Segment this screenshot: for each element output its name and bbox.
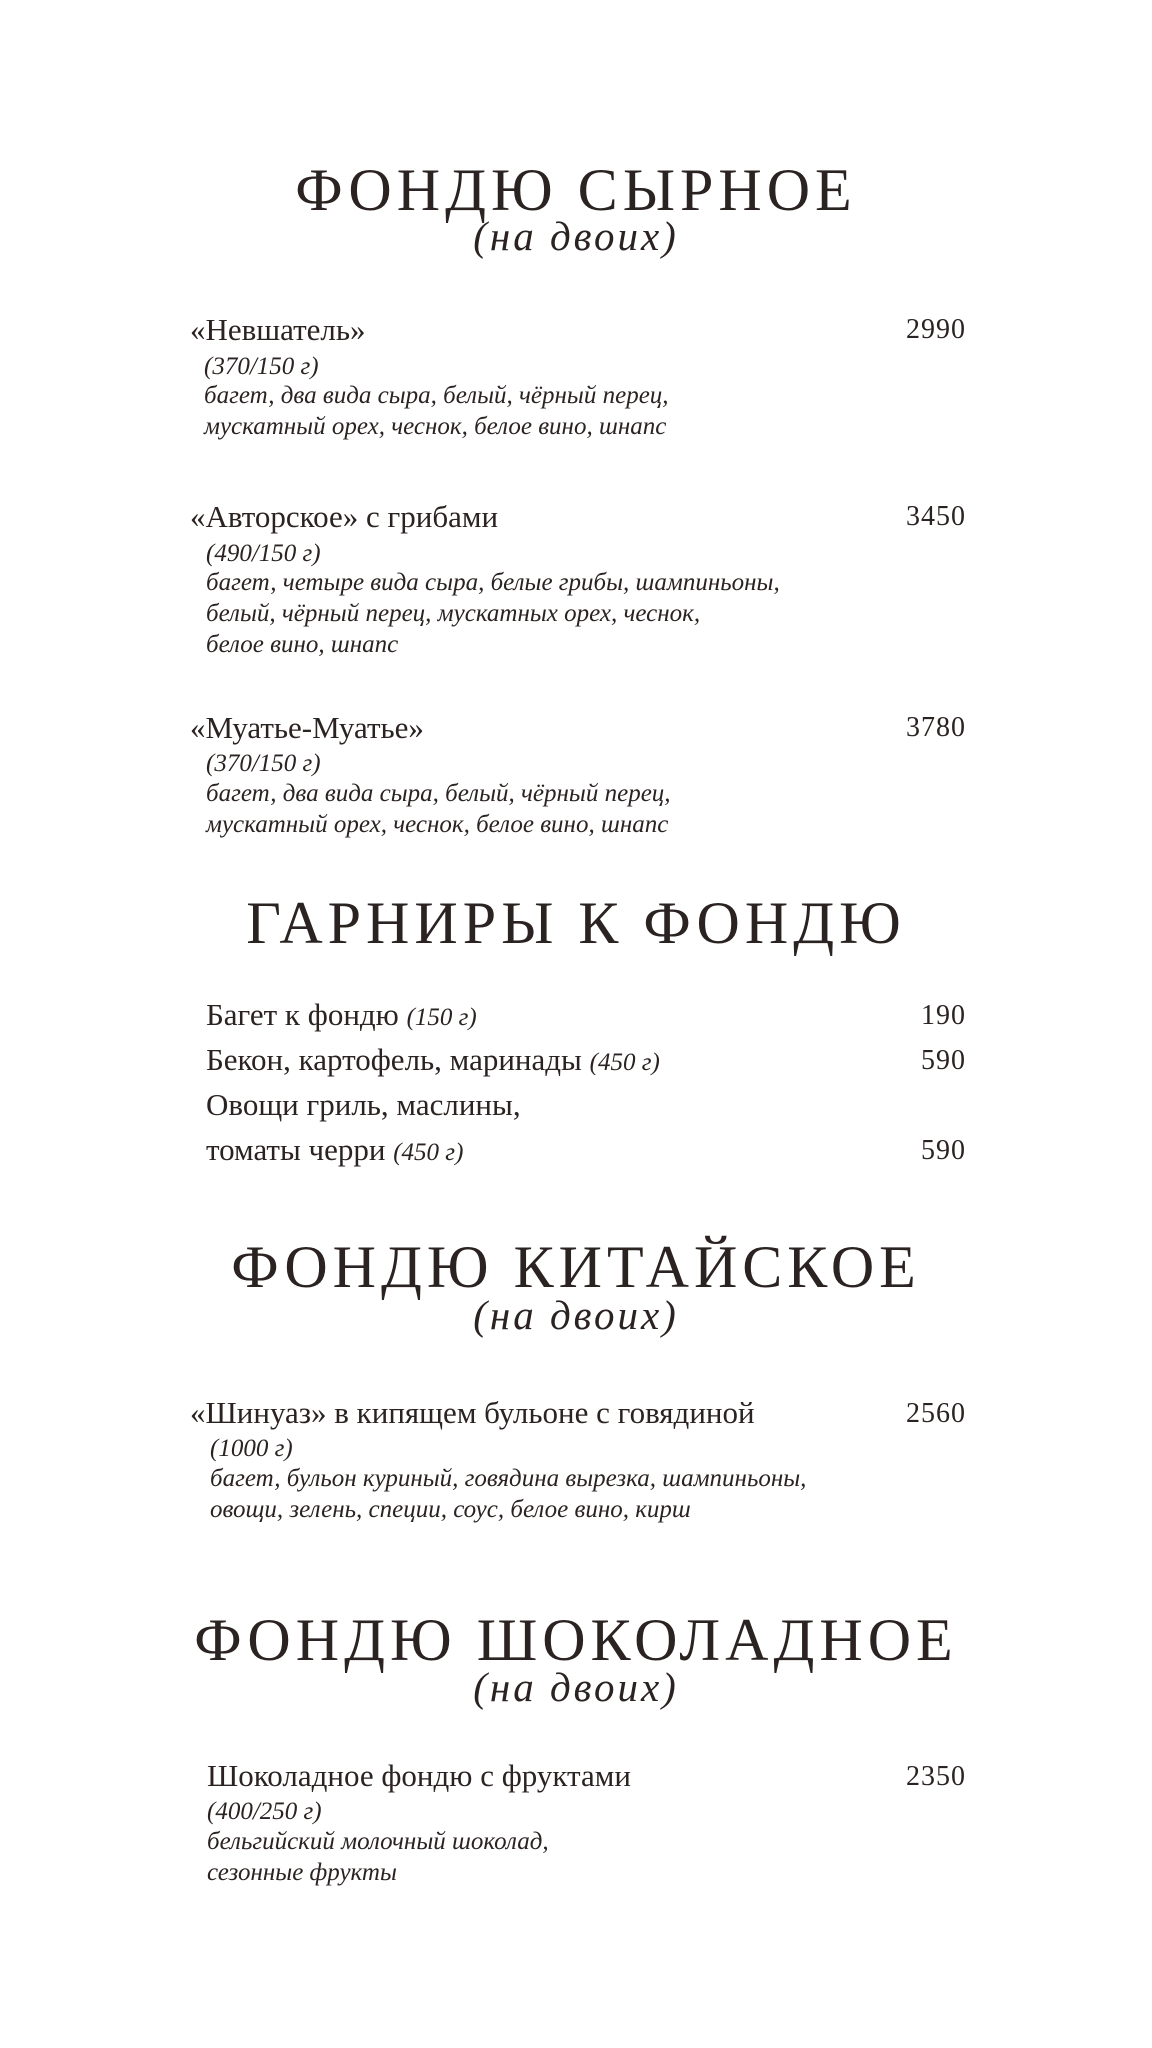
menu-item-weight: (370/150 г) [204, 353, 319, 380]
menu-item-name [206, 1044, 660, 1075]
garnish-name: Багет к фондю [206, 997, 399, 1032]
menu-item-price: 590 [921, 1045, 966, 1076]
menu-item-description [204, 380, 669, 442]
description-line: мускатный орех, чеснок, белое вино, шнапс [206, 811, 669, 838]
menu-item-price: 3780 [906, 712, 966, 743]
menu-item-description [206, 778, 671, 840]
section-subtitle-cheese: (на двоих) [473, 213, 679, 259]
garnish-name: томаты черри [206, 1132, 386, 1167]
menu-item-description [206, 567, 780, 660]
menu-item-name: Шоколадное фондю с фруктами [207, 1758, 631, 1793]
menu-item-weight: (400/250 г) [207, 1798, 322, 1825]
description-line: сезонные фрукты [207, 1859, 397, 1886]
menu-item-weight: (490/150 г) [206, 540, 321, 567]
menu-item-name [206, 1134, 463, 1165]
garnish-weight: (450 г) [393, 1139, 464, 1166]
description-line: багет, два вида сыра, белый, чёрный перец, [206, 780, 671, 807]
description-line: багет, два вида сыра, белый, чёрный перец, [204, 382, 669, 409]
menu-item-name: «Невшатель» [190, 312, 366, 347]
section-subtitle-chocolate: (на двоих) [473, 1664, 679, 1710]
description-line: белое вино, шнапс [206, 631, 399, 658]
menu-item-weight: (370/150 г) [206, 750, 321, 777]
menu-item-description [210, 1463, 806, 1525]
menu-item-name: «Муатье-Муатье» [190, 710, 424, 745]
menu-item-price: 2560 [906, 1398, 966, 1429]
menu-item-name: Овощи гриль, маслины, [206, 1087, 521, 1122]
description-line: овощи, зелень, специи, соус, белое вино, кирш [210, 1496, 691, 1523]
description-line: багет, четыре вида сыра, белые грибы, шампиньоны, [206, 569, 780, 596]
menu-item-weight: (1000 г) [210, 1435, 293, 1462]
description-line: белый, чёрный перец, мускатных орех, чеснок, [206, 600, 701, 627]
section-title-cheese: ФОНДЮ СЫРНОЕ [295, 157, 857, 223]
section-title-chocolate: ФОНДЮ ШОКОЛАДНОЕ [194, 1607, 958, 1673]
section-subtitle-chinese: (на двоих) [473, 1292, 679, 1338]
menu-item-price: 190 [921, 1000, 966, 1031]
garnish-weight: (450 г) [589, 1049, 660, 1076]
description-line: бельгийский молочный шоколад, [207, 1828, 549, 1855]
description-line: мускатный орех, чеснок, белое вино, шнапс [204, 413, 667, 440]
menu-item-price: 2990 [906, 314, 966, 345]
garnish-name: Бекон, картофель, маринады [206, 1042, 582, 1077]
menu-item-name: «Шинуаз» в кипящем бульоне с говядиной [190, 1395, 755, 1430]
section-title-chinese: ФОНДЮ КИТАЙСКОЕ [231, 1234, 921, 1300]
description-line: багет, бульон куриный, говядина вырезка, шампиньоны, [210, 1465, 807, 1492]
menu-item-name [206, 999, 477, 1030]
garnish-weight: (150 г) [406, 1004, 477, 1031]
section-title-garnish: ГАРНИРЫ К ФОНДЮ [246, 890, 906, 956]
menu-item-price: 2350 [906, 1761, 966, 1792]
menu-item-price: 590 [921, 1135, 966, 1166]
menu-item-name: «Авторское» с грибами [190, 499, 499, 534]
menu-item-price: 3450 [906, 501, 966, 532]
menu-item-description [207, 1826, 549, 1888]
